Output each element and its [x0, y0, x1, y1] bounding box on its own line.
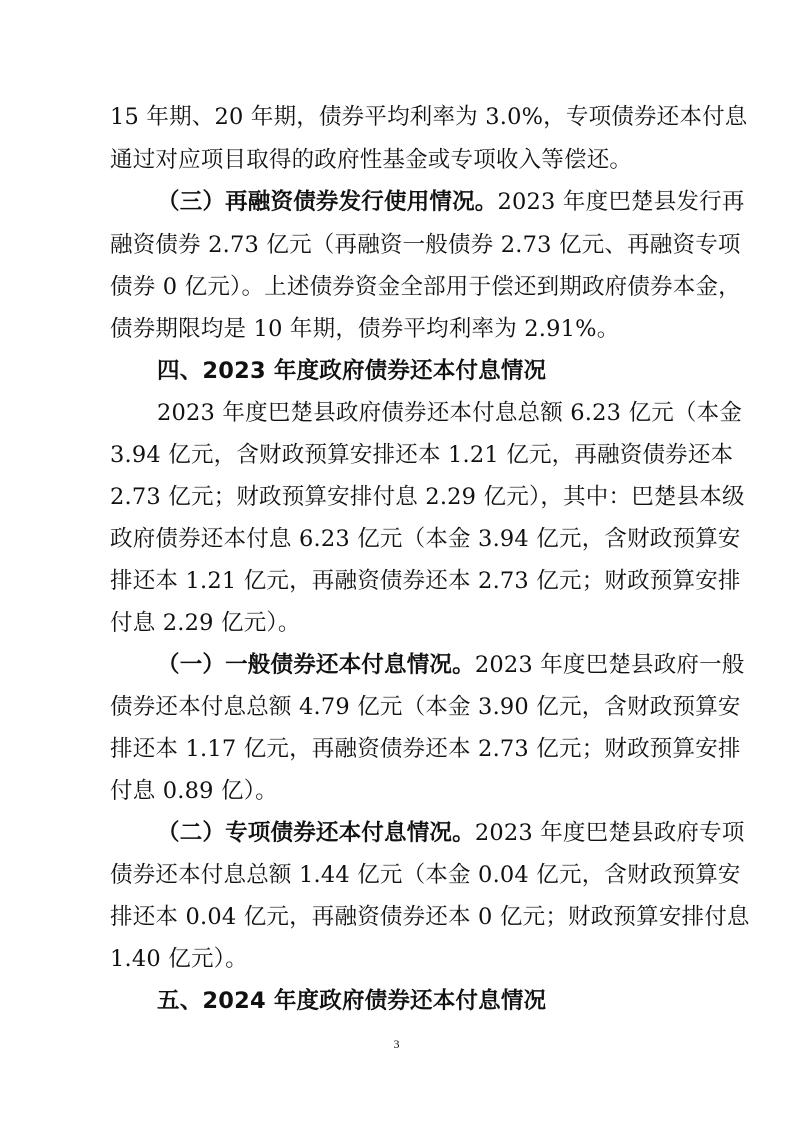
page-number: 3 — [393, 1037, 400, 1051]
subsection-2-label: （二）专项债券还本付息情况。 — [157, 820, 475, 846]
section-3-text: 2023 年度巴楚县发行再 — [497, 189, 745, 215]
paragraph-line: 付息 0.89 亿）。 — [110, 778, 278, 804]
paragraph-line: 排还本 1.21 亿元，再融资债券还本 2.73 亿元；财政预算安排 — [110, 568, 741, 594]
paragraph-line: 政府债券还本付息 6.23 亿元（本金 3.94 亿元，含财政预算安 — [110, 526, 741, 552]
paragraph-line: 融资债券 2.73 亿元（再融资一般债券 2.73 亿元、再融资专项 — [110, 232, 741, 258]
paragraph-line: 2023 年度巴楚县政府债券还本付息总额 6.23 亿元（本金 — [157, 400, 743, 426]
subsection-2-line — [157, 818, 745, 848]
section-heading-4: 四、2023 年度政府债券还本付息情况 — [157, 358, 547, 384]
subsection-1-line — [157, 650, 745, 680]
section-3-line — [157, 187, 745, 217]
paragraph-line: 3.94 亿元，含财政预算安排还本 1.21 亿元，再融资债券还本 — [110, 442, 734, 468]
section-3-label: （三）再融资债券发行使用情况。 — [157, 189, 498, 215]
paragraph-line: 1.40 亿元）。 — [110, 946, 248, 972]
section-heading-5: 五、2024 年度政府债券还本付息情况 — [157, 988, 547, 1014]
paragraph-line: 排还本 0.04 亿元，再融资债券还本 0 亿元；财政预算安排付息 — [110, 904, 750, 930]
paragraph-line: 债券还本付息总额 4.79 亿元（本金 3.90 亿元，含财政预算安 — [110, 694, 741, 720]
paragraph-line: 付息 2.29 亿元）。 — [110, 610, 301, 636]
paragraph-line: 排还本 1.17 亿元，再融资债券还本 2.73 亿元；财政预算安排 — [110, 736, 741, 762]
paragraph-line: 通过对应项目取得的政府性基金或专项收入等偿还。 — [110, 147, 633, 173]
paragraph-line: 2.73 亿元；财政预算安排付息 2.29 亿元），其中：巴楚县本级 — [110, 484, 745, 510]
subsection-2-text: 2023 年度巴楚县政府专项 — [474, 820, 745, 846]
paragraph-line: 15 年期、20 年期，债券平均利率为 3.0%，专项债券还本付息 — [110, 104, 748, 130]
subsection-1-text: 2023 年度巴楚县政府一般 — [474, 652, 745, 678]
paragraph-line: 债券期限均是 10 年期，债券平均利率为 2.91%。 — [110, 316, 620, 342]
paragraph-line: 债券 0 亿元）。上述债券资金全部用于偿还到期政府债券本金， — [110, 274, 741, 300]
paragraph-line: 债券还本付息总额 1.44 亿元（本金 0.04 亿元，含财政预算安 — [110, 862, 741, 888]
subsection-1-label: （一）一般债券还本付息情况。 — [157, 652, 475, 678]
